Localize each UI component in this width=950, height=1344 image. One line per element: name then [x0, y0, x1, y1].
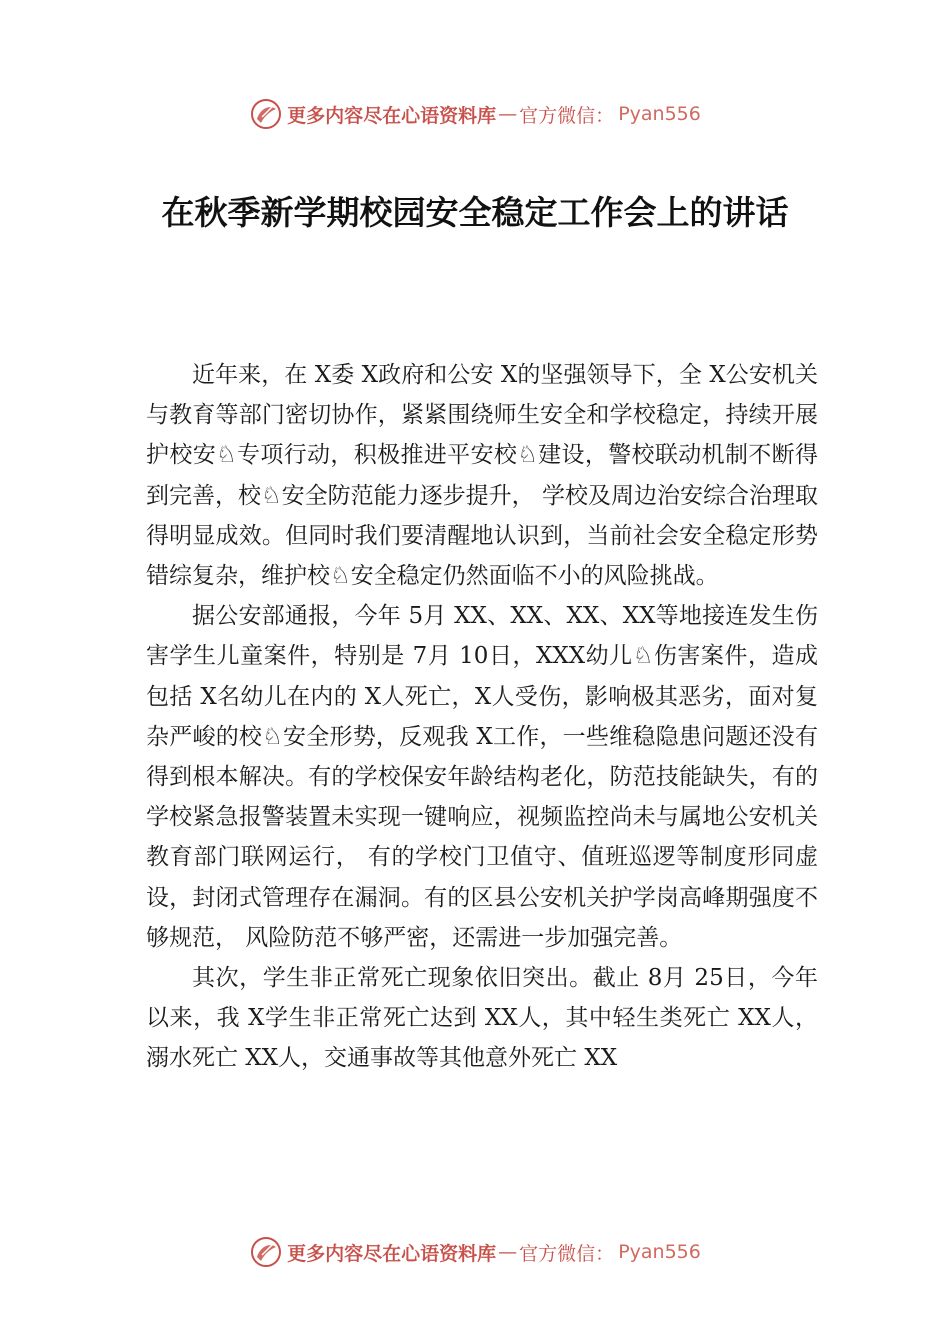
header-wechat-id: Pyan556 — [618, 103, 701, 125]
document-title: 在秋季新学期校园安全稳定工作会上的讲话 — [161, 193, 789, 232]
logo-icon — [249, 1235, 283, 1269]
logo-icon — [249, 97, 283, 131]
footer-wechat-id: Pyan556 — [618, 1241, 701, 1263]
paragraph: 其次，学生非正常死亡现象依旧突出。截止 8月 25日，今年以来，我 X学生非正常死亡达到 XX人，其中轻生类死亡 XX人，溺水死亡 XX人，交通事故等其他意外死亡 XX — [146, 965, 818, 1072]
header-brand-text: 更多内容尽在心语资料库 — [287, 104, 497, 127]
document-body — [146, 355, 818, 1079]
footer-brand-text: 更多内容尽在心语资料库 — [287, 1242, 497, 1265]
header-banner — [0, 94, 950, 134]
paragraph: 据公安部通报，今年 5月 XX、XX、XX、XX等地接连发生伤害学生儿童案件，特别是 7月 10日，XXX幼儿♘伤害案件，造成包括 X名幼儿在内的 X人死亡，X人受伤，影响极其恶劣，面对复杂严峻的校♘安全形势，反观我 X工作，一些维稳隐患问题还没有得到根本解决。有的学校保安年龄结构老化，防范技能缺失，有的学校紧急报警装置未实现一键响应，视频监控尚未与属地公安机关教育部门联网运行， 有的学校门卫值守、值班巡逻等制度形同虚设，封闭式管理存在漏洞。有的区县公安机关护学岗高峰期强度不够规范， 风险防范不够严密，还需进一步加强完善。 — [146, 603, 818, 951]
header-separator: — — [498, 103, 518, 125]
footer-banner — [0, 1232, 950, 1272]
footer-separator: — — [498, 1241, 518, 1263]
footer-wechat-label: 官方微信： — [519, 1242, 615, 1265]
header-wechat-label: 官方微信： — [519, 104, 615, 127]
paragraph: 近年来，在 X委 X政府和公安 X的坚强领导下，全 X公安机关与教育等部门密切协作，紧紧围绕师生安全和学校稳定，持续开展护校安♘专项行动，积极推进平安校♘建设，警校联动机制不断得到完善，校♘安全防范能力逐步提升， 学校及周边治安综合治理取得明显成效。但同时我们要清醒地认识到，当前社会安全稳定形势错综复杂，维护校♘安全稳定仍然面临不小的风险挑战。 — [146, 362, 818, 590]
